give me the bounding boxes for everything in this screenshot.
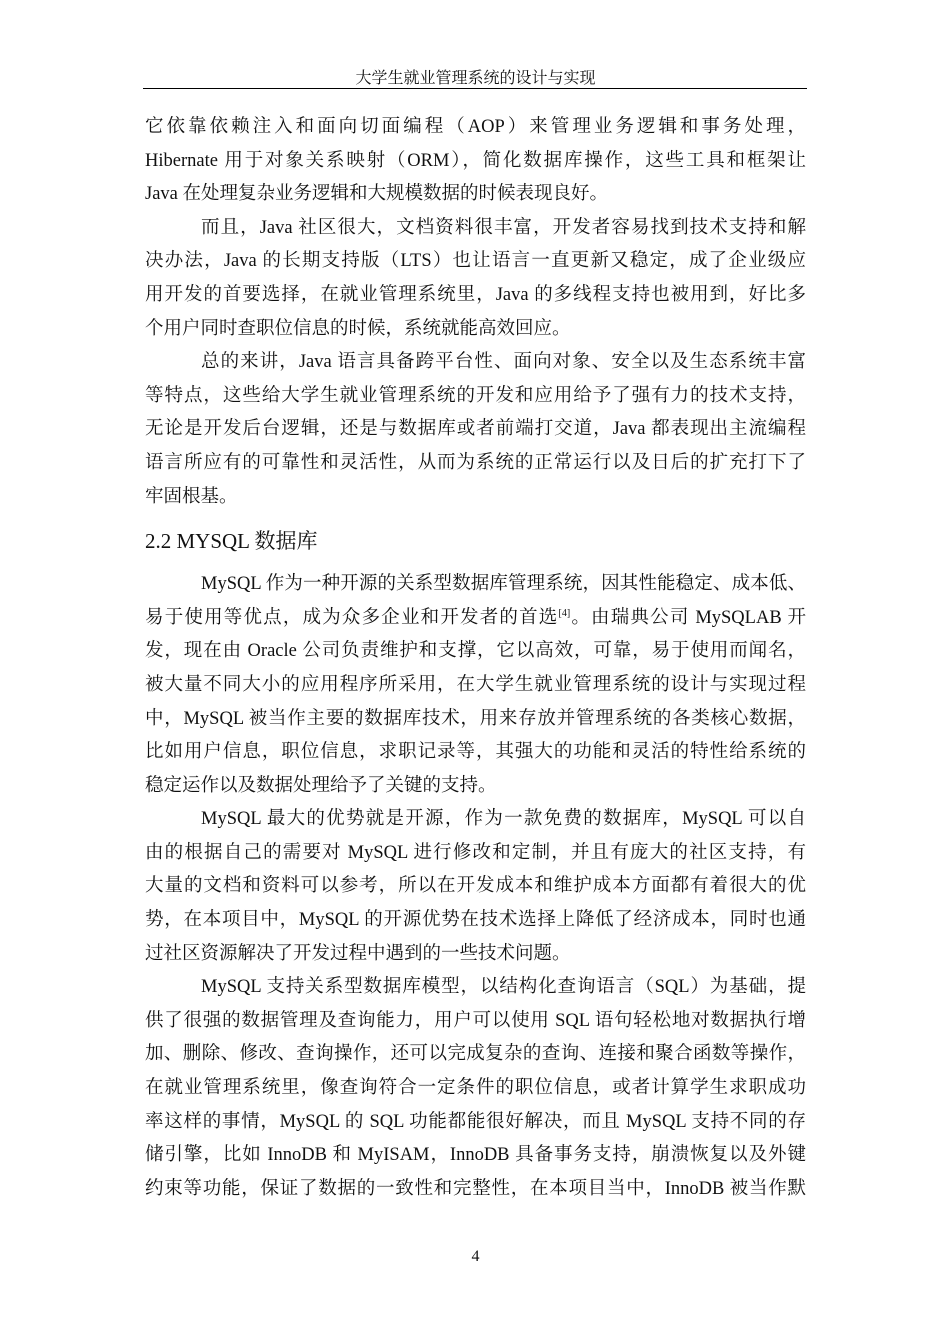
text-line: 中，MySQL 被当作主要的数据库技术，用来存放并管理系统的各类核心数据， (145, 708, 806, 729)
text-line: 加、删除、修改、查询操作，还可以完成复杂的查询、连接和聚合函数等操作， (145, 1044, 806, 1065)
running-header: 大学生就业管理系统的设计与实现 (355, 70, 596, 87)
text-line: 由的根据自己的需要对 MySQL 进行修改和定制，并且有庞大的社区支持，有 (145, 842, 806, 863)
text-line: 它依靠依赖注入和面向切面编程（AOP）来管理业务逻辑和事务处理， (145, 117, 806, 137)
paragraph (145, 568, 806, 803)
text-line: 决办法，Java 的长期支持版（LTS）也让语言一直更新又稳定，成了企业级应 (145, 251, 806, 272)
section-heading: 2.2 MYSQL 数据库 (145, 529, 318, 554)
text-line: 无论是开发后台逻辑，还是与数据库或者前端打交道，Java 都表现出主流编程 (145, 419, 806, 440)
page-number: 4 (471, 1248, 480, 1265)
text-line: 用开发的首要选择，在就业管理系统里，Java 的多线程支持也被用到，好比多 (145, 284, 806, 305)
document-body (145, 111, 806, 1206)
header-rule (143, 88, 807, 89)
text-line: 等特点，这些给大学生就业管理系统的开发和应用给予了强有力的技术支持， (145, 385, 806, 406)
text-line: 率这样的事情，MySQL 的 SQL 功能都能很好解决，而且 MySQL 支持不同的存 (145, 1111, 806, 1132)
text-line: 语言所应有的可靠性和灵活性，从而为系统的正常运行以及日后的扩充打下了 (145, 452, 806, 473)
text-segment: 易于使用等优点，成为众多企业和开发者的首选 (145, 607, 559, 628)
text-line: 而且，Java 社区很大，文档资料很丰富，开发者容易找到技术支持和解 (201, 217, 806, 238)
text-line: MySQL 作为一种开源的关系型数据库管理系统，因其性能稳定、成本低、 (201, 574, 806, 595)
text-line: 稳定运作以及数据处理给予了关键的支持。 (145, 775, 497, 796)
text-line: 比如用户信息，职位信息，求职记录等，其强大的功能和灵活的特性给系统的 (145, 742, 806, 763)
text-line (145, 602, 806, 636)
paragraph (145, 971, 806, 1206)
text-line: 个用户同时查职位信息的时候，系统就能高效回应。 (145, 318, 571, 339)
text-line: MySQL 最大的优势就是开源，作为一款免费的数据库，MySQL 可以自 (201, 809, 806, 830)
text-line: 被大量不同大小的应用程序所采用，在大学生就业管理系统的设计与实现过程 (145, 674, 806, 695)
text-line: 约束等功能，保证了数据的一致性和完整性，在本项目当中，InnoDB 被当作默 (145, 1178, 806, 1199)
paragraph (145, 803, 806, 971)
text-line: 牢固根基。 (145, 486, 238, 507)
text-segment: 。由瑞典公司 MySQLAB 开 (570, 607, 806, 628)
paragraph (145, 212, 806, 346)
text-line: 大量的文档和资料可以参考，所以在开发成本和维护成本方面都有着很大的优 (145, 876, 806, 897)
text-line: Java 在处理复杂业务逻辑和大规模数据的时候表现良好。 (145, 184, 608, 205)
text-line: MySQL 支持关系型数据库模型，以结构化查询语言（SQL）为基础，提 (201, 977, 806, 998)
text-line: 发，现在由 Oracle 公司负责维护和支撑，它以高效，可靠，易于使用而闻名， (145, 641, 806, 662)
text-line: 势，在本项目中，MySQL 的开源优势在技术选择上降低了经济成本，同时也通 (145, 910, 806, 931)
paragraph (145, 111, 806, 212)
text-line: 储引擎，比如 InnoDB 和 MyISAM，InnoDB 具备事务支持，崩溃恢复以及外键 (145, 1145, 806, 1166)
citation-reference[interactable]: [4] (558, 607, 571, 619)
text-line: 供了很强的数据管理及查询能力，用户可以使用 SQL 语句轻松地对数据执行增 (145, 1010, 806, 1031)
text-line: 在就业管理系统里，像查询符合一定条件的职位信息，或者计算学生求职成功 (145, 1078, 806, 1099)
text-line: 过社区资源解决了开发过程中遇到的一些技术问题。 (145, 943, 571, 964)
paragraph (145, 346, 806, 514)
text-line: Hibernate 用于对象关系映射（ORM），简化数据库操作，这些工具和框架让 (145, 150, 806, 171)
text-line: 总的来讲，Java 语言具备跨平台性、面向对象、安全以及生态系统丰富 (201, 352, 806, 373)
